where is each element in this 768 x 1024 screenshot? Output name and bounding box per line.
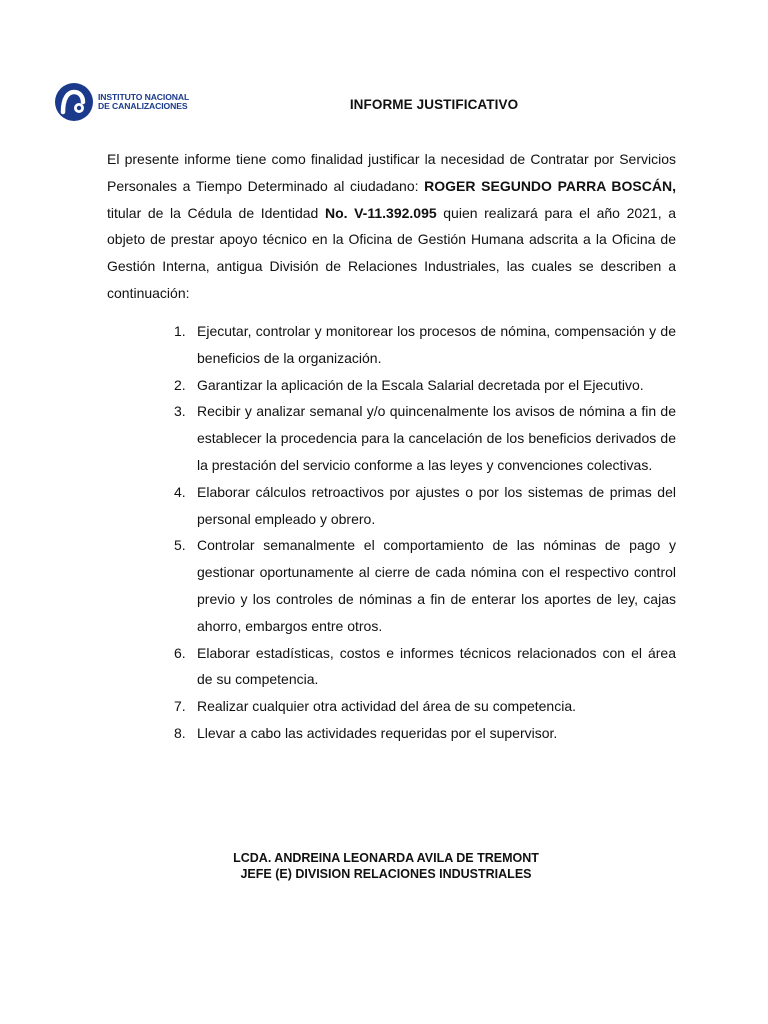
citizen-name: ROGER SEGUNDO PARRA BOSCÁN, bbox=[424, 177, 676, 194]
list-item-text: Controlar semanalmente el comportamiento de las nóminas de pago y gestionar oportunamente al cierre de cada nómina con el respectivo control previo y los controles de nóminas a fin de enterar los aportes de ley, cajas ahorro, embargos entre otros. bbox=[197, 537, 676, 634]
list-item bbox=[107, 318, 676, 372]
intro-text-3: quien realizará para el año 2021, a objeto de prestar apoyo técnico en la Oficina de Gestión Humana adscrita a la Oficina de Gestión Interna, antigua División de Relaciones Industriales, las cuales se describen a continuación: bbox=[107, 204, 677, 301]
list-item-text: Ejecutar, controlar y monitorear los procesos de nómina, compensación y de beneficios de la organización. bbox=[197, 323, 676, 366]
list-item bbox=[107, 479, 676, 533]
list-item bbox=[107, 640, 676, 694]
list-item-number: 4. bbox=[174, 483, 186, 500]
intro-paragraph bbox=[107, 146, 676, 307]
list-item bbox=[107, 532, 676, 639]
list-item bbox=[107, 693, 676, 720]
list-item-number: 6. bbox=[174, 644, 186, 661]
list-item-text: Llevar a cabo las actividades requeridas por el supervisor. bbox=[197, 724, 558, 741]
list-item bbox=[107, 372, 676, 399]
intro-text-1: El presente informe tiene como finalidad justificar la necesidad de Contratar por Servicios Personales a Tiempo Determinado al ciudadano: bbox=[107, 151, 676, 194]
id-number: No. V-11.392.095 bbox=[324, 204, 437, 221]
list-item-text: Elaborar cálculos retroactivos por ajustes o por los sistemas de primas del personal empleado y obrero. bbox=[197, 483, 676, 527]
list-item bbox=[107, 398, 676, 478]
intro-text-2: titular de la Cédula de Identidad bbox=[107, 204, 325, 221]
list-item-text: Garantizar la aplicación de la Escala Salarial decretada por el Ejecutivo. bbox=[197, 376, 644, 393]
document-title: INFORME JUSTIFICATIVO bbox=[349, 97, 519, 112]
list-item-number: 7. bbox=[174, 698, 186, 715]
logo-text-line1: INSTITUTO NACIONAL bbox=[98, 91, 190, 102]
list-item-number: 1. bbox=[174, 323, 186, 339]
list-item-text: Realizar cualquier otra actividad del área de su competencia. bbox=[197, 698, 576, 715]
list-item-number: 3. bbox=[174, 403, 186, 420]
list-item-number: 2. bbox=[174, 376, 186, 393]
list-item-number: 8. bbox=[174, 724, 186, 741]
list-item bbox=[107, 720, 676, 747]
list-item-text: Recibir y analizar semanal y/o quincenalmente los avisos de nómina a fin de establecer la procedencia para la cancelación de los beneficios derivados de la prestación del servicio conforme a las leyes y convenciones colectivas. bbox=[197, 403, 676, 473]
logo-text-line2: DE CANALIZACIONES bbox=[98, 101, 188, 111]
duties-list bbox=[107, 318, 676, 747]
signatory-name: LCDA. ANDREINA LEONARDA AVILA DE TREMONT bbox=[233, 851, 539, 865]
list-item-text: Elaborar estadísticas, costos e informes técnicos relacionados con el área de su competencia. bbox=[197, 644, 676, 688]
signature-block bbox=[0, 850, 768, 882]
signatory-position: JEFE (E) DIVISION RELACIONES INDUSTRIALES bbox=[240, 867, 532, 881]
list-item-number: 5. bbox=[174, 537, 186, 554]
